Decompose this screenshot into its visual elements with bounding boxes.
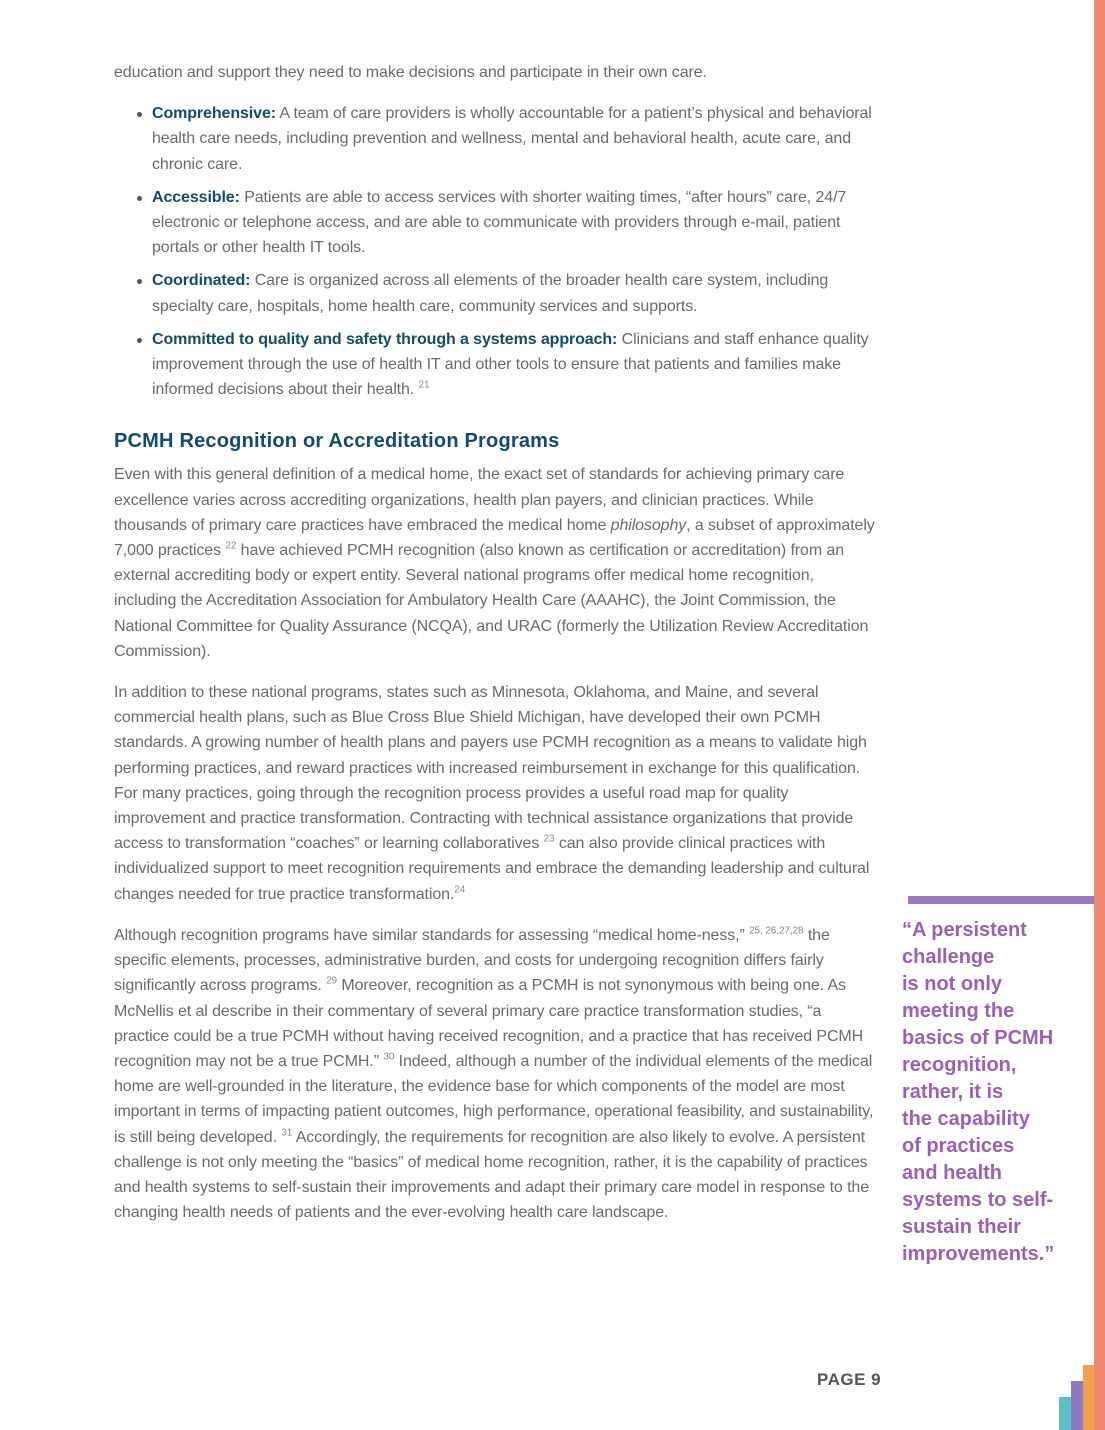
footnote-ref: 22 (225, 540, 237, 552)
pull-quote-rule (908, 896, 1094, 904)
decorative-bar-purple (1071, 1381, 1083, 1430)
body-paragraph-1 (114, 462, 879, 664)
text-run: Moreover, recognition as a PCMH is not synonymous with being one. As McNellis et al describe in their commentary of several primary care practice transformation studies, “a practice could be a true PCMH without having received recognition, and a practice that has received PCMH recognition may not be a true PCMH.” (114, 977, 864, 1070)
footnote-ref: 29 (326, 975, 338, 987)
list-item-coordinated (152, 268, 879, 318)
list-item-text: Care is organized across all elements of the broader health care system, including specialty care, hospitals, home health care, community services and supports. (152, 272, 829, 315)
pcmh-attributes-list (114, 101, 879, 402)
list-item-term: Comprehensive: (152, 105, 276, 123)
list-item-term: Committed to quality and safety through a systems approach: (152, 330, 618, 348)
pull-quote: “A persistent challenge is not only meeting the basics of PCMH recognition, rather, it is the capability of practices and health systems to self- sustain their improvements.” (902, 919, 1055, 1265)
list-item-text: Clinicians and staff enhance quality improvement through the use of health IT and other tools to ensure that patients and families make informed decisions about their health. (152, 330, 869, 399)
list-item-text: Patients are able to access services with shorter waiting times, “after hours” care, 24/7 electronic or telephone access, and are able to communicate with providers through e-mail, patient portals or other health IT tools. (152, 188, 847, 257)
list-item-quality-safety (152, 327, 879, 403)
right-edge-stripe (1094, 0, 1105, 1430)
decorative-bar-teal (1059, 1397, 1071, 1430)
emphasis-text: philosophy (610, 516, 687, 534)
list-item-term: Accessible: (152, 188, 240, 206)
footnote-ref: 30 (383, 1051, 395, 1063)
text-run: In addition to these national programs, states such as Minnesota, Oklahoma, and Maine, and several commercial health plans, such as Blue Cross Blue Shield Michigan, have developed their own PCMH standards. A growing number of health plans and payers use PCMH recognition as a means to validate high performing practices, and reward practices with increased reimbursement in exchange for this qualification. For many practices, going through the recognition process provides a useful road map for quality improvement and practice transformation. Contracting with technical assistance organizations that provide access to transformation “coaches” or learning collaboratives (114, 684, 867, 853)
footnote-ref: 24 (454, 884, 466, 896)
body-paragraph-2 (114, 680, 879, 907)
section-heading: PCMH Recognition or Accreditation Programs (114, 430, 560, 453)
list-item-term: Coordinated: (152, 272, 251, 290)
text-run: Although recognition programs have similar standards for assessing “medical home-ness,” (114, 926, 750, 944)
text-run: Indeed, although a number of the individual elements of the medical home are well-grounded in the literature, the evidence base for which components of the model are most important in terms of impacting patient outcomes, high performance, operational feasibility, and sustainability, is still being developed. (114, 1052, 874, 1146)
text-run: the specific elements, processes, administrative burden, and costs for undergoing recognition differs fairly significantly across programs. (114, 926, 830, 995)
text-run: Accordingly, the requirements for recognition are also likely to evolve. A persistent challenge is not only meeting the “basics” of medical home recognition, rather, it is the capability of practices and health systems to self-sustain their improvements and adapt their primary care model in response to the changing health needs of patients and the ever-evolving health care landscape. (114, 1128, 870, 1222)
main-text-column (114, 60, 879, 1241)
text-run: have achieved PCMH recognition (also known as certification or accreditation) from an external accrediting body or expert entity. Several national programs offer medical home recognition, including the Accreditation Association for Ambulatory Health Care (AAAHC), the Joint Commission, the National Committee for Quality Assurance (NCQA), and URAC (formerly the Utilization Review Accreditation Commission). (114, 542, 869, 660)
footnote-ref: 21 (418, 379, 430, 391)
page-number: PAGE 9 (817, 1370, 882, 1389)
text-run: , a subset of approximately 7,000 practices (114, 516, 875, 560)
list-item-comprehensive (152, 101, 879, 177)
list-item-accessible (152, 185, 879, 261)
list-item-text: A team of care providers is wholly accountable for a patient’s physical and behavioral health care needs, including prevention and wellness, mental and behavioral health, acute care, and chronic care. (152, 105, 872, 173)
footnote-ref: 25, 26,27,28 (749, 925, 804, 937)
footnote-ref: 31 (281, 1127, 293, 1139)
intro-paragraph: education and support they need to make decisions and participate in their own care. (114, 64, 707, 81)
decorative-bar-orange (1083, 1365, 1094, 1430)
body-paragraph-3 (114, 923, 879, 1225)
footnote-ref: 23 (543, 833, 555, 845)
text-run: Even with this general definition of a medical home, the exact set of standards for achieving primary care excellence varies across accrediting organizations, health plan payers, and clinician practices. While thousands of primary care practices have embraced the medical home (114, 466, 845, 534)
text-run: can also provide clinical practices with individualized support to meet recognition requirements and embrace the demanding leadership and cultural changes needed for true practice transformation. (114, 835, 870, 903)
